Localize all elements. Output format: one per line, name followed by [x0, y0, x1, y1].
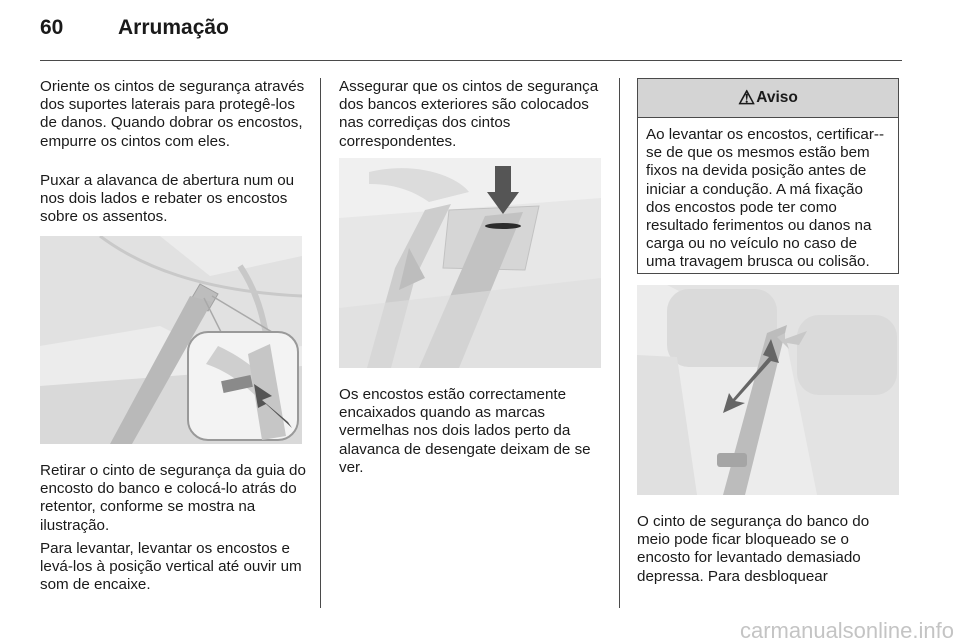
warning-text: Ao levantar os encostos, certificar--se de que os mesmos estão bem fixos na devida posição antes de iniciar a condução. A má fixação dos encostos pode ter como resultado ferimentos ou danos na carga ou no veículo no caso de uma travagem brusca ou colisão. [646, 126, 885, 271]
warning-box [637, 78, 899, 274]
headrest-belt-illustration [637, 285, 899, 495]
col1-paragraph-2: Puxar a alavanca de abertura num ou nos dois lados e rebater os encostos sobre os assentos. [40, 172, 295, 226]
column-divider-left [320, 78, 321, 608]
warning-title: Aviso [756, 89, 798, 106]
warning-triangle-icon: ⚠ [738, 87, 756, 109]
col2-paragraph-2: Os encostos estão correctamente encaixados quando as marcas vermelhas nos dois lados perto da alavanca de desengate deixam de se ver. [339, 386, 591, 476]
page-number: 60 [40, 16, 64, 39]
page-title: Arrumação [118, 16, 229, 39]
column-divider-right [619, 78, 620, 608]
col1-paragraph-1: Oriente os cintos de segurança através dos suportes laterais para protegê-los de danos. Quando dobrar os encostos, empurre os cintos com eles. [40, 78, 305, 150]
col3-paragraph-1: O cinto de segurança do banco do meio pode ficar bloqueado se o encosto for levantado demasiado depressa. Para desbloquear [637, 513, 870, 585]
warning-header [638, 79, 898, 118]
seatbelt-guide-illustration [40, 236, 302, 444]
watermark: carmanualsonline.info [739, 618, 954, 643]
col2-paragraph-1: Assegurar que os cintos de segurança dos bancos exteriores são colocados nas corrediças dos cintos correspondentes. [339, 78, 599, 150]
header-rule [40, 60, 902, 61]
col1-paragraph-3: Retirar o cinto de segurança da guia do encosto do banco e colocá-lo atrás do retentor, conforme se mostra na ilustração. [40, 462, 306, 534]
seatbelt-slot-illustration [339, 158, 601, 368]
col1-paragraph-4: Para levantar, levantar os encostos e levá-los à posição vertical até ouvir um som de encaixe. [40, 540, 302, 594]
